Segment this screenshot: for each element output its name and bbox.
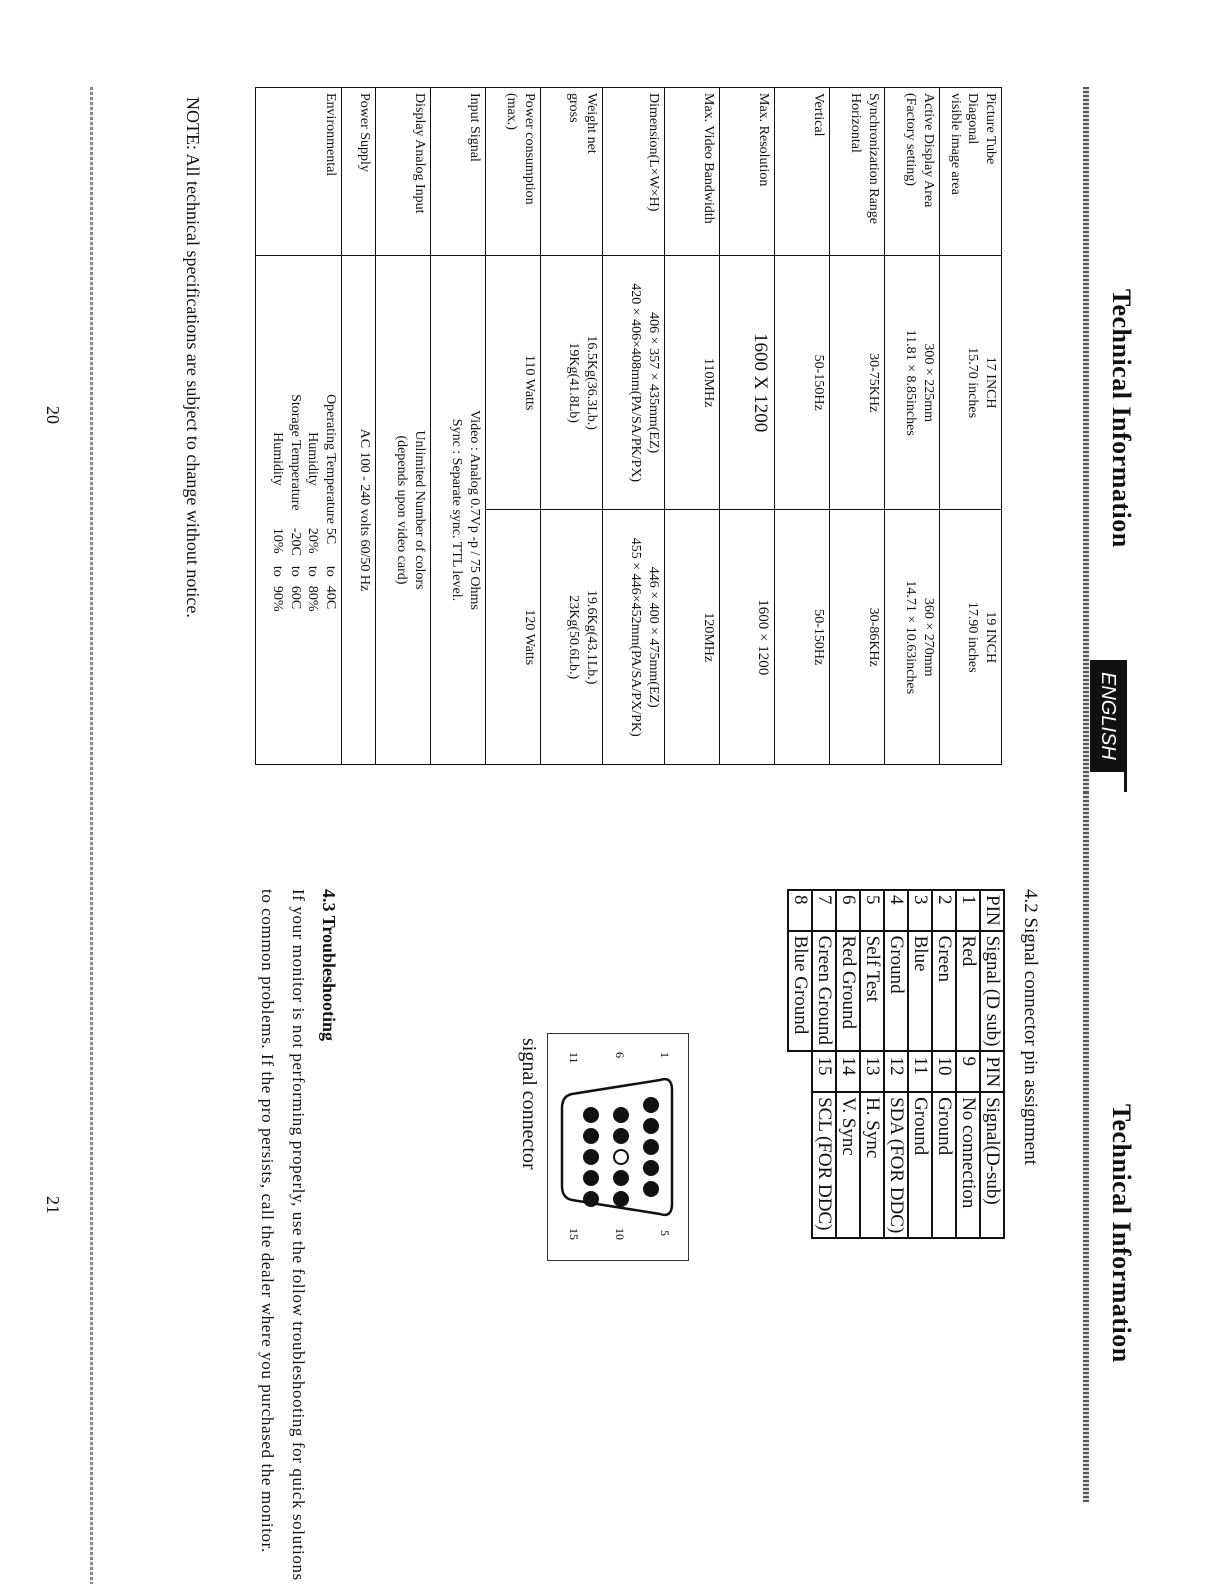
spec-value-17: 50-150Hz — [775, 255, 830, 510]
pin-signal: Ground — [884, 931, 908, 1052]
pin-label: 11 — [567, 1052, 581, 1064]
pin-signal: No connection — [956, 1092, 980, 1238]
spec-label: Max. Video Bandwidth — [665, 88, 720, 256]
spec-value-17: 110MHz — [665, 255, 720, 510]
display-input-label: Display Analog Input — [376, 88, 431, 256]
pin-number: 6 — [836, 890, 860, 931]
header-rule — [1083, 87, 1089, 792]
environmental-cell: 40C — [323, 585, 338, 610]
environmental-row — [256, 88, 342, 765]
environmental-cell: -20C — [288, 527, 303, 556]
header-signal: Signal (D sub) — [980, 931, 1004, 1052]
environmental-cell: to — [270, 565, 286, 577]
pin-signal: H. Sync — [860, 1092, 884, 1238]
spec-value-19: 19 INCH 17.90 inches — [940, 510, 1002, 765]
spec-row — [885, 88, 940, 765]
spec-label: Picture Tube Diagonal visible image area — [940, 88, 1002, 256]
environmental-cell: to — [305, 565, 321, 577]
spec-row — [486, 88, 541, 765]
environmental-cell: Operating Temperature — [323, 394, 338, 524]
footer-rule — [90, 87, 93, 792]
environmental-grid — [269, 261, 339, 759]
spec-label: Active Display Area (Factory setting) — [885, 88, 940, 256]
spec-label: Weight net gross — [541, 88, 603, 256]
pin-signal: Self Test — [860, 931, 884, 1052]
spec-value-17: 17 INCH 15.70 inches — [940, 255, 1002, 510]
spec-row — [603, 88, 665, 765]
display-input-value: Unlimited Number of colors (depends upon video card) — [376, 255, 431, 764]
page-title: Technical Information — [1107, 1104, 1136, 1363]
pin-label: 10 — [613, 1228, 627, 1240]
environmental-cell: to — [288, 565, 303, 577]
spec-label: Vertical — [775, 88, 830, 256]
header-pin: PIN — [980, 890, 1004, 931]
pin-signal: V. Sync — [836, 1092, 860, 1238]
environmental-cell: Humidity — [305, 432, 321, 486]
spec-row — [720, 88, 775, 765]
environmental-cell: 5C — [323, 527, 338, 545]
pin-label: 1 — [658, 1052, 672, 1058]
pin-number: 10 — [932, 1051, 956, 1092]
spec-value-17: 30-75KHz — [830, 255, 885, 510]
input-signal-label: Input Signal — [431, 88, 486, 256]
spec-value-17: 110 Watts — [486, 255, 541, 510]
pin-number: 2 — [932, 890, 956, 931]
pin-number: 12 — [884, 1051, 908, 1092]
spec-value-17: 1600 X 1200 — [720, 255, 775, 510]
pin-row — [788, 890, 812, 1238]
page-number: 20 — [43, 406, 63, 424]
pin-number: 13 — [860, 1051, 884, 1092]
pin-number: 5 — [860, 890, 884, 931]
pin-row — [932, 890, 956, 1238]
pin-signal — [788, 1092, 812, 1238]
spec-row — [541, 88, 603, 765]
pin-label: 15 — [567, 1228, 581, 1240]
environmental-label: Environmental — [256, 88, 342, 256]
spec-value-19: 50-150Hz — [775, 510, 830, 765]
spec-row — [940, 88, 1002, 765]
spec-row — [775, 88, 830, 765]
language-badge: ENGLISH — [1090, 660, 1125, 772]
pin-table — [787, 889, 1005, 1239]
environmental-cell: Humidity — [270, 432, 286, 486]
pin-row — [812, 890, 836, 1238]
spec-row — [830, 88, 885, 765]
pin-number: 4 — [884, 890, 908, 931]
pin-row — [884, 890, 908, 1238]
pin-number: 15 — [812, 1051, 836, 1092]
spec-value-17: 406 × 357 × 435mm(EZ) 420 × 406×408mm(PA/SA/PK/PX) — [603, 255, 665, 510]
page-title: Technical Information — [1107, 289, 1136, 548]
pin-signal: Green — [932, 931, 956, 1052]
spec-value-19: 30-86KHz — [830, 510, 885, 765]
header-rule — [1083, 792, 1089, 1502]
header-pin: PIN — [980, 1051, 1004, 1092]
power-supply-label: Power Supply — [342, 88, 376, 256]
input-signal-row — [431, 88, 486, 765]
header-signal: Signal(D-sub) — [980, 1092, 1004, 1238]
environmental-cell: 90% — [270, 585, 286, 612]
spec-value-19: 120MHz — [665, 510, 720, 765]
environmental-cell: 20% — [305, 527, 321, 554]
pin-number: 7 — [812, 890, 836, 931]
environmental-cell: 60C — [288, 585, 303, 610]
pin-row — [956, 890, 980, 1238]
pin-number: 11 — [908, 1051, 932, 1092]
spec-table — [255, 87, 1002, 765]
page-21 — [0, 792, 1224, 1584]
pin-number: 8 — [788, 890, 812, 931]
input-signal-value: Video : Analog 0.7Vp -p / 75 Ohms Sync : Separate sync. TTL level. — [431, 255, 486, 764]
pin-signal: Blue Ground — [788, 931, 812, 1052]
spec-value-17: 16.5Kg(36.3Lb.) 19Kg(41.8Lb) — [541, 255, 603, 510]
pin-label: 6 — [613, 1052, 627, 1058]
pin-signal: Red Ground — [836, 931, 860, 1052]
pin-signal: Ground — [932, 1092, 956, 1238]
pin-signal: Green Ground — [812, 931, 836, 1052]
troubleshooting-text: If your monitor is not performing properly, use the follow troubleshooting for quick solutions to common problems. If the pro persists, call the dealer where you purchased the monitor. — [258, 889, 308, 1581]
spec-label: Max. Resolution — [720, 88, 775, 256]
connector-caption: signal connector — [518, 1038, 540, 1170]
dsub-connector-icon — [548, 1034, 688, 1260]
page-number: 21 — [43, 1196, 63, 1214]
spec-value-19: 360 × 270mm 14.71 × 10.63inches — [885, 510, 940, 765]
spec-note: NOTE: All technical specifications are subject to change without notice. — [183, 97, 203, 618]
pin-signal: Ground — [908, 1092, 932, 1238]
pin-row — [860, 890, 884, 1238]
environmental-value — [256, 255, 342, 764]
spec-value-19: 19.6Kg(43.1Lb.) 23Kg(50.6Lb.) — [541, 510, 603, 765]
spec-row — [665, 88, 720, 765]
display-input-row — [376, 88, 431, 765]
pin-number: 9 — [956, 1051, 980, 1092]
connector-diagram — [547, 1033, 689, 1261]
pin-section-title: 4.2 Signal connector pin assignment — [1020, 889, 1041, 1165]
environmental-cell: Storage Temperature — [288, 394, 303, 511]
environmental-cell: 80% — [305, 585, 321, 612]
footer-rule — [90, 792, 93, 1584]
troubleshooting-heading: 4.3 Troubleshooting — [319, 889, 339, 1042]
spec-label: Power consumption (max.) — [486, 88, 541, 256]
spec-value-19: 446 × 400 × 475mm(EZ) 455 × 446×452mm(PA/SA/PX/PK) — [603, 510, 665, 765]
spec-label: Synchronization Range Horizontal — [830, 88, 885, 256]
pin-signal: Blue — [908, 931, 932, 1052]
spec-label: Dimension(L×W×H) — [603, 88, 665, 256]
spec-value-17: 300 × 225mm 11.81 × 8.85inches — [885, 255, 940, 510]
environmental-cell: to — [323, 565, 338, 577]
spec-value-19: 120 Watts — [486, 510, 541, 765]
environmental-cell: 10% — [270, 527, 286, 554]
pin-signal: Red — [956, 931, 980, 1052]
badge-rule — [1124, 660, 1127, 792]
pin-row — [908, 890, 932, 1238]
spec-value-19: 1600 × 1200 — [720, 510, 775, 765]
pin-number: 3 — [908, 890, 932, 931]
pin-number: 1 — [956, 890, 980, 931]
pin-number — [788, 1051, 812, 1092]
pin-signal: SDA (FOR DDC) — [884, 1092, 908, 1238]
pin-label: 5 — [658, 1230, 672, 1236]
pin-signal: SCL (FOR DDC) — [812, 1092, 836, 1238]
power-supply-row — [342, 88, 376, 765]
pin-number: 14 — [836, 1051, 860, 1092]
power-supply-value: AC 100 - 240 volts 60/50 Hz — [342, 255, 376, 764]
pin-row — [836, 890, 860, 1238]
